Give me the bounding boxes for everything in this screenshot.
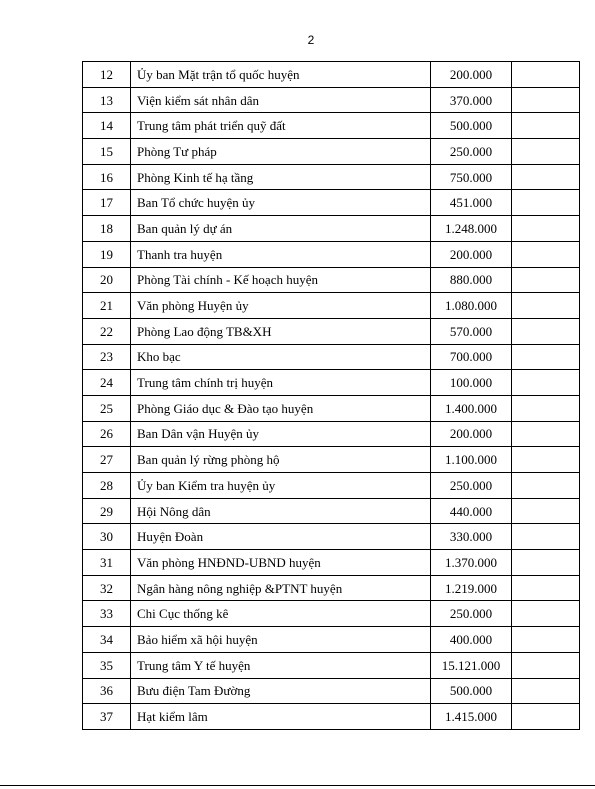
unit-name-cell: Chi Cục thống kê [131,601,431,627]
row-number-cell: 25 [83,395,131,421]
amount-cell: 400.000 [431,627,512,653]
amount-cell: 1.100.000 [431,447,512,473]
table-row [83,627,580,653]
row-number-cell: 32 [83,575,131,601]
empty-cell [512,421,580,447]
amount-cell: 250.000 [431,139,512,165]
row-number-cell: 33 [83,601,131,627]
empty-cell [512,473,580,499]
amount-cell: 570.000 [431,318,512,344]
amount-cell: 15.121.000 [431,652,512,678]
unit-name-cell: Văn phòng Huyện ủy [131,293,431,319]
row-number-cell: 24 [83,370,131,396]
amount-cell: 700.000 [431,344,512,370]
empty-cell [512,113,580,139]
table-row [83,216,580,242]
table-row [83,447,580,473]
table-row [83,113,580,139]
empty-cell [512,267,580,293]
amount-cell: 370.000 [431,87,512,113]
unit-name-cell: Bưu điện Tam Đường [131,678,431,704]
row-number-cell: 18 [83,216,131,242]
table-row [83,575,580,601]
allocation-table-container [82,61,580,730]
amount-cell: 1.415.000 [431,704,512,730]
amount-cell: 880.000 [431,267,512,293]
table-row [83,344,580,370]
table-row [83,704,580,730]
unit-name-cell: Ủy ban Kiểm tra huyện ủy [131,473,431,499]
unit-name-cell: Viện kiểm sát nhân dân [131,87,431,113]
empty-cell [512,190,580,216]
empty-cell [512,395,580,421]
empty-cell [512,678,580,704]
table-row [83,652,580,678]
amount-cell: 500.000 [431,678,512,704]
amount-cell: 1.080.000 [431,293,512,319]
table-row [83,164,580,190]
row-number-cell: 37 [83,704,131,730]
empty-cell [512,601,580,627]
table-row [83,267,580,293]
unit-name-cell: Phòng Giáo dục & Đào tạo huyện [131,395,431,421]
table-row [83,190,580,216]
amount-cell: 440.000 [431,498,512,524]
row-number-cell: 19 [83,241,131,267]
table-row [83,62,580,88]
table-row [83,318,580,344]
amount-cell: 1.248.000 [431,216,512,242]
amount-cell: 750.000 [431,164,512,190]
row-number-cell: 23 [83,344,131,370]
table-row [83,293,580,319]
amount-cell: 200.000 [431,241,512,267]
amount-cell: 1.219.000 [431,575,512,601]
unit-name-cell: Ngân hàng nông nghiệp &PTNT huyện [131,575,431,601]
row-number-cell: 13 [83,87,131,113]
row-number-cell: 22 [83,318,131,344]
table-row [83,370,580,396]
amount-cell: 200.000 [431,62,512,88]
unit-name-cell: Phòng Kinh tế hạ tầng [131,164,431,190]
table-row [83,87,580,113]
unit-name-cell: Kho bạc [131,344,431,370]
unit-name-cell: Huyện Đoàn [131,524,431,550]
unit-name-cell: Bảo hiểm xã hội huyện [131,627,431,653]
empty-cell [512,241,580,267]
unit-name-cell: Phòng Tư pháp [131,139,431,165]
empty-cell [512,293,580,319]
unit-name-cell: Hội Nông dân [131,498,431,524]
table-row [83,524,580,550]
unit-name-cell: Văn phòng HNĐND-UBND huyện [131,550,431,576]
empty-cell [512,216,580,242]
amount-cell: 330.000 [431,524,512,550]
amount-cell: 1.370.000 [431,550,512,576]
empty-cell [512,344,580,370]
unit-name-cell: Ban quản lý rừng phòng hộ [131,447,431,473]
row-number-cell: 28 [83,473,131,499]
table-row [83,395,580,421]
row-number-cell: 27 [83,447,131,473]
amount-cell: 250.000 [431,473,512,499]
empty-cell [512,447,580,473]
empty-cell [512,652,580,678]
empty-cell [512,370,580,396]
unit-name-cell: Thanh tra huyện [131,241,431,267]
empty-cell [512,498,580,524]
row-number-cell: 30 [83,524,131,550]
amount-cell: 250.000 [431,601,512,627]
empty-cell [512,139,580,165]
empty-cell [512,524,580,550]
table-row [83,678,580,704]
bottom-divider [0,785,595,786]
table-row [83,241,580,267]
row-number-cell: 17 [83,190,131,216]
empty-cell [512,62,580,88]
allocation-table [82,61,580,730]
unit-name-cell: Trung tâm phát triển quỹ đất [131,113,431,139]
row-number-cell: 36 [83,678,131,704]
table-row [83,473,580,499]
empty-cell [512,87,580,113]
empty-cell [512,627,580,653]
row-number-cell: 14 [83,113,131,139]
unit-name-cell: Phòng Tài chính - Kế hoạch huyện [131,267,431,293]
amount-cell: 1.400.000 [431,395,512,421]
unit-name-cell: Trung tâm chính trị huyện [131,370,431,396]
row-number-cell: 34 [83,627,131,653]
row-number-cell: 20 [83,267,131,293]
amount-cell: 200.000 [431,421,512,447]
row-number-cell: 15 [83,139,131,165]
table-body [83,62,580,730]
table-row [83,421,580,447]
row-number-cell: 35 [83,652,131,678]
amount-cell: 451.000 [431,190,512,216]
unit-name-cell: Trung tâm Y tế huyện [131,652,431,678]
empty-cell [512,318,580,344]
unit-name-cell: Ban Tổ chức huyện ủy [131,190,431,216]
row-number-cell: 31 [83,550,131,576]
unit-name-cell: Phòng Lao động TB&XH [131,318,431,344]
table-row [83,498,580,524]
unit-name-cell: Hạt kiểm lâm [131,704,431,730]
row-number-cell: 21 [83,293,131,319]
amount-cell: 100.000 [431,370,512,396]
row-number-cell: 16 [83,164,131,190]
empty-cell [512,550,580,576]
unit-name-cell: Ban Dân vận Huyện ủy [131,421,431,447]
page-number: 2 [307,33,315,47]
empty-cell [512,164,580,190]
empty-cell [512,704,580,730]
row-number-cell: 29 [83,498,131,524]
row-number-cell: 12 [83,62,131,88]
empty-cell [512,575,580,601]
table-row [83,550,580,576]
amount-cell: 500.000 [431,113,512,139]
unit-name-cell: Ban quản lý dự án [131,216,431,242]
table-row [83,601,580,627]
unit-name-cell: Ủy ban Mặt trận tổ quốc huyện [131,62,431,88]
table-row [83,139,580,165]
row-number-cell: 26 [83,421,131,447]
